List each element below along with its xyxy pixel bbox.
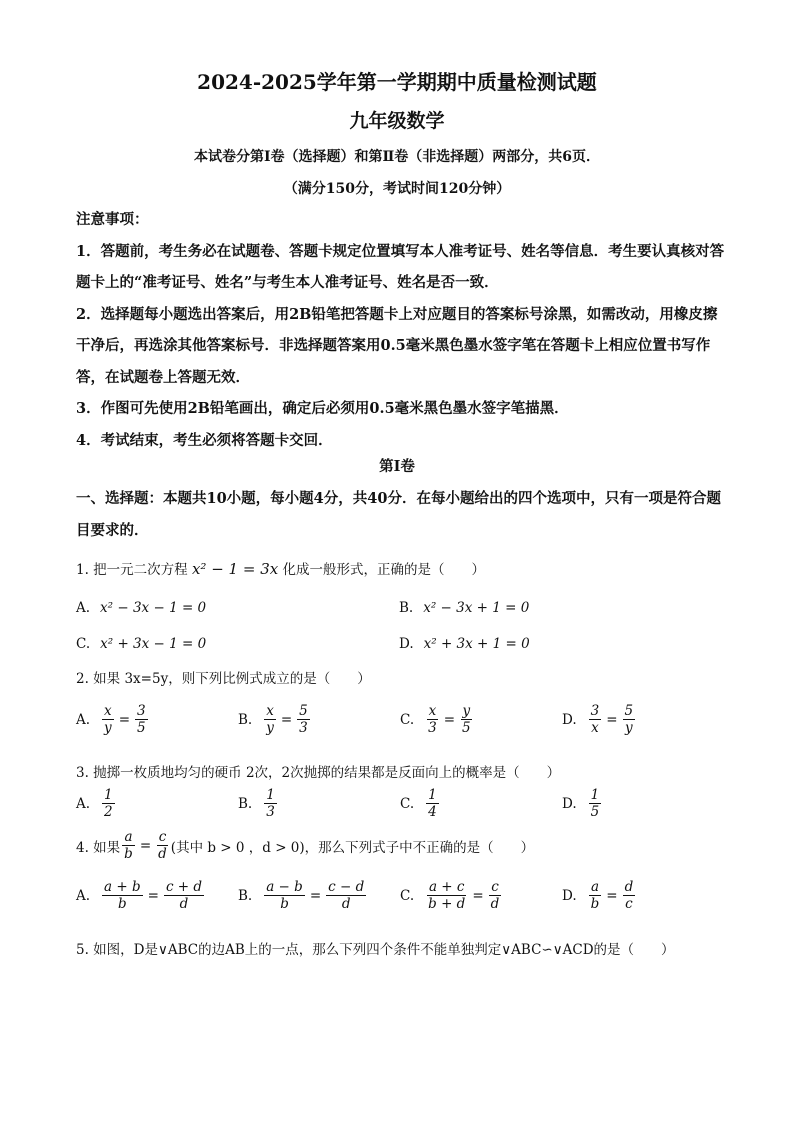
- section-intro: 一、选择题：本题共10小题，每小题4分，共40分．在每小题给出的四个选项中，只有一项是符合题目要求的．: [76, 490, 721, 539]
- question-4-option-b: B. $\frac{a - b}{b}$ = $\frac{c - d}{d}$: [238, 879, 365, 913]
- question-2-option-d: D. $\frac{3}{x}$ = $\frac{5}{y}$: [562, 703, 634, 737]
- option-expression: x² − 3x + 1 = 0: [423, 600, 530, 616]
- option-expression: x² + 3x − 1 = 0: [100, 636, 207, 652]
- exam-title: 2024-2025学年第一学期期中质量检测试题: [197, 70, 597, 94]
- option-expression: x² − 3x − 1 = 0: [100, 600, 207, 616]
- structure-note: 本试卷分第Ⅰ卷（选择题）和第Ⅱ卷（非选择题）两部分，共6页．: [193, 149, 601, 165]
- question-4-option-c: C. $\frac{a + c}{b + d}$ = $\frac{c}{d}$: [400, 879, 500, 913]
- question-4-option-d: D. $\frac{a}{b}$ = $\frac{d}{c}$: [562, 879, 634, 913]
- note-item: 4．考试结束，考生必须将答题卡交回．: [76, 431, 333, 449]
- subject-title: 九年级数学: [349, 110, 445, 132]
- question-1-option-c: C. x² + 3x − 1 = 0: [76, 636, 207, 652]
- note-item: 1．答题前，考生务必在试题卷、答题卡规定位置填写本人准考证号、姓名等信息．考生要认真核对答题卡上的“准考证号、姓名”与考生本人准考证号、姓名是否一致．: [76, 242, 725, 291]
- question-2-option-b: B. $\frac{x}{y}$ = $\frac{5}{3}$: [238, 703, 308, 737]
- question-3-option-c: C. $\frac{1}{4}$: [400, 787, 437, 821]
- question-2-option-a: A. $\frac{x}{y}$ = $\frac{3}{5}$: [76, 703, 146, 737]
- question-3-stem: 3. 抛掷一枚质地均匀的硬币 2次，2次抛掷的结果都是反面向上的概率是（ ）: [76, 765, 561, 781]
- question-1-option-a: A. x² − 3x − 1 = 0: [76, 600, 207, 616]
- question-1-option-b: B. x² − 3x + 1 = 0: [399, 600, 530, 616]
- question-3-option-a: A. $\frac{1}{2}$: [76, 787, 113, 821]
- notes-section: [76, 204, 726, 456]
- note-item: 3．作图可先使用2B铅笔画出，确定后必须用0.5毫米黑色墨水签字笔描黑．: [76, 400, 569, 417]
- question-2-stem: 2. 如果 3x=5y，则下列比例式成立的是（ ）: [76, 671, 371, 687]
- question-1-stem: [76, 558, 485, 578]
- question-4-option-a: A. $\frac{a + b}{b}$ = $\frac{c + d}{d}$: [76, 879, 203, 913]
- question-5-stem: 5. 如图，D是∨ABC的边AB上的一点，那么下列四个条件不能单独判定∨ABC∽∨ACD的是（ ）: [76, 942, 675, 958]
- question-2-option-c: C. $\frac{x}{3}$ = $\frac{y}{5}$: [400, 703, 471, 737]
- notes-heading: 注意事项：: [76, 211, 149, 228]
- question-3-option-d: D. $\frac{1}{5}$: [562, 787, 600, 821]
- note-item: 2．选择题每小题选出答案后，用2B铅笔把答题卡上对应题目的答案标号涂黑，如需改动，用橡皮擦干净后，再选涂其他答案标号．非选择题答案用0.5毫米黑色墨水签字笔在答题卡上相应位置书写作答，在试题卷上答题无效．: [76, 305, 718, 386]
- score-time-note: （满分150分，考试时间120分钟）: [283, 181, 511, 197]
- question-1-stem-after: 化成一般形式，正确的是（ ）: [282, 562, 485, 578]
- question-4-prefix: 4. 如果: [76, 839, 121, 856]
- question-1-equation: x² − 1 = 3x: [191, 560, 279, 578]
- question-4-stem: 4. 如果 $\frac{a}{b}$ = $\frac{c}{d}$ (其中 b > 0 ，d > 0)，那么下列式子中不正确的是（ ）: [76, 829, 535, 863]
- option-expression: x² + 3x + 1 = 0: [423, 636, 530, 652]
- question-4-condition: (其中 b > 0 ，d > 0)，那么下列式子中不正确的是（ ）: [170, 839, 535, 856]
- question-3-option-b: B. $\frac{1}{3}$: [238, 787, 275, 821]
- section-title: 第Ⅰ卷: [379, 458, 415, 475]
- question-1-option-d: D. x² + 3x + 1 = 0: [399, 636, 530, 652]
- question-1-stem-before: 1. 把一元二次方程: [76, 562, 188, 578]
